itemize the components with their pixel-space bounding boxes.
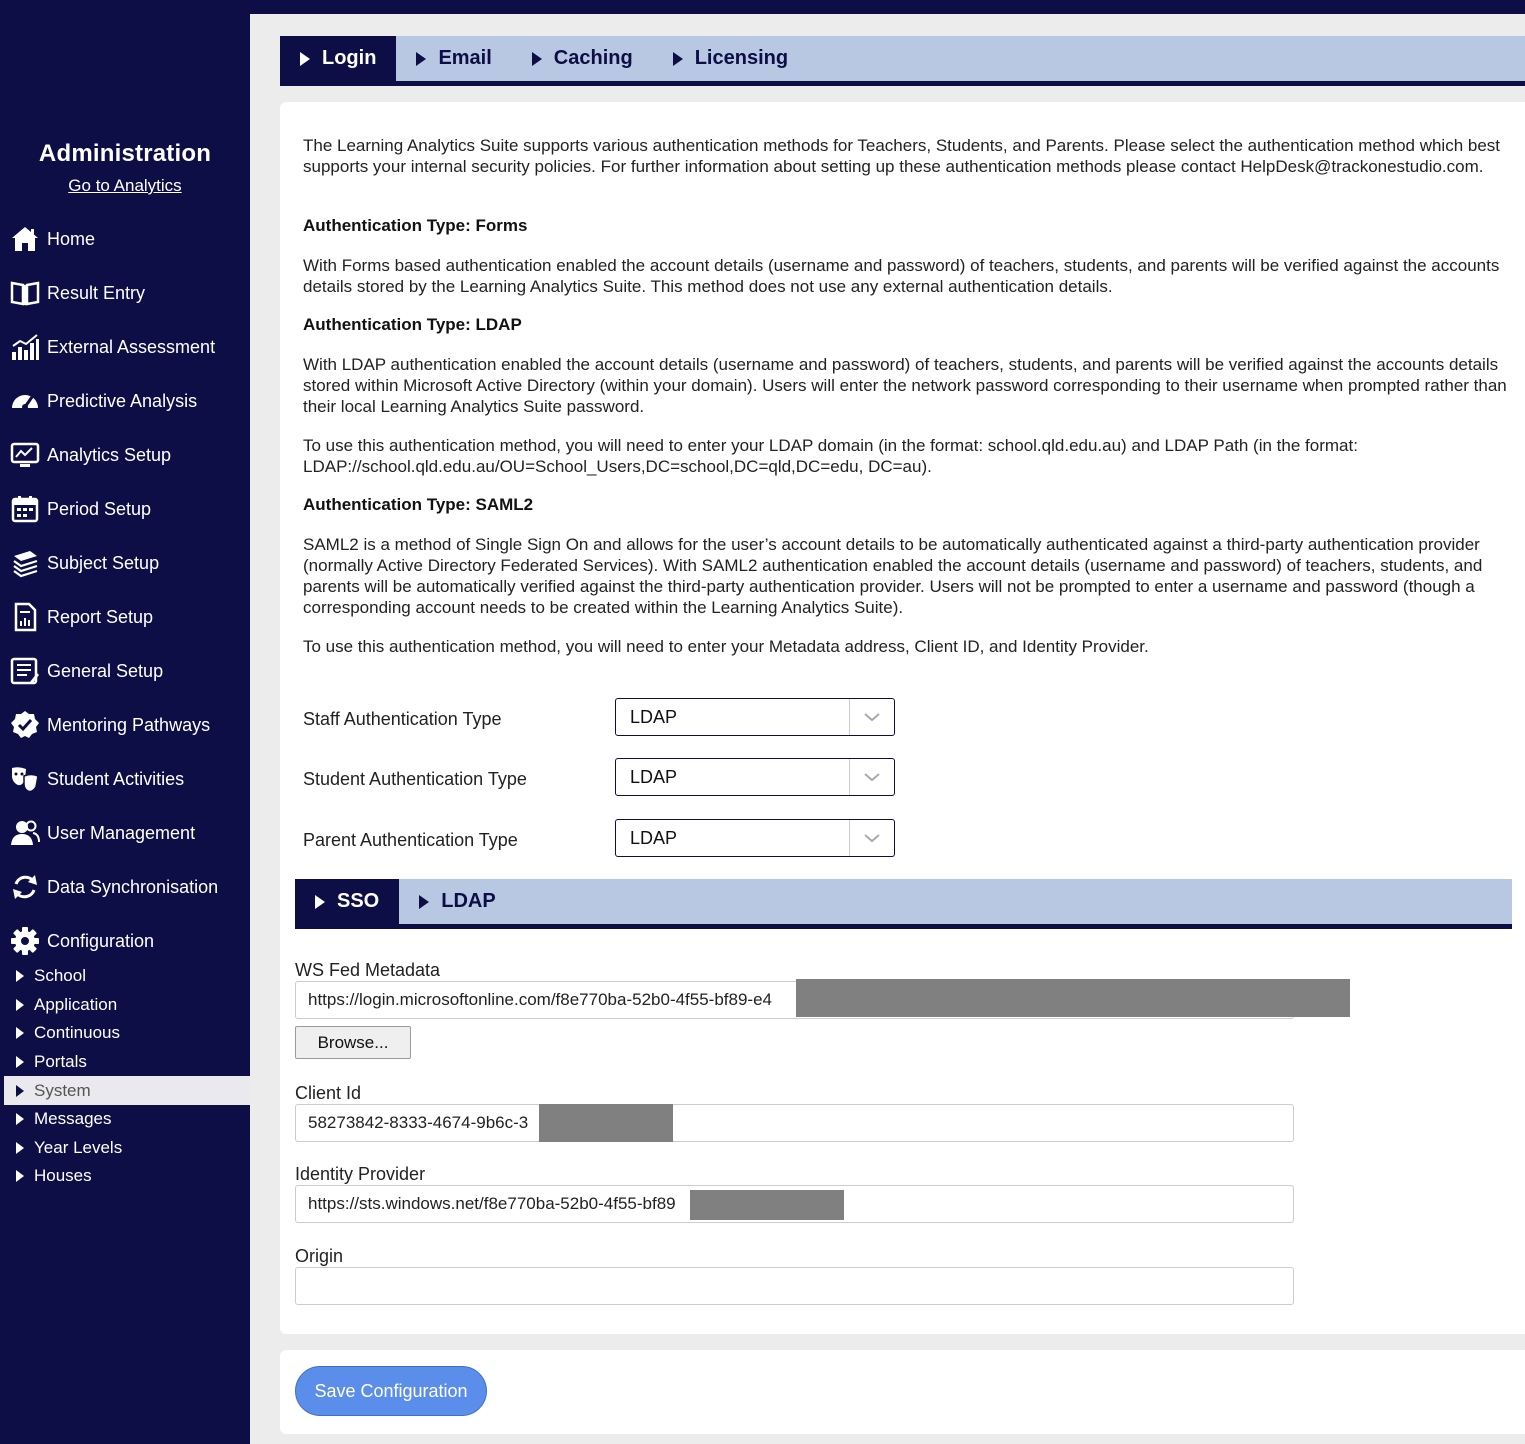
sidebar <box>0 0 250 1444</box>
sync-icon <box>10 872 40 902</box>
ldap-text: With LDAP authentication enabled the account details (username and password) of teachers, students, and parents will be verified against the accounts details stored within Microsoft Active Directory (within your domain). Users will enter the network password corresponding to their username when prompted rather than their local Learning Analytics Suite password. <box>303 355 1507 416</box>
submenu-item-year-levels[interactable] <box>4 1134 250 1163</box>
triangle-right-icon <box>300 52 310 66</box>
triangle-right-icon <box>16 1142 24 1154</box>
bar-chart-icon <box>10 332 40 362</box>
triangle-right-icon <box>16 1170 24 1182</box>
submenu-label: Houses <box>34 1166 92 1186</box>
triangle-right-icon <box>532 52 542 66</box>
sidebar-item-label: Result Entry <box>47 282 146 303</box>
sidebar-item-label: Home <box>47 228 96 249</box>
triangle-right-icon <box>416 52 426 66</box>
sidebar-item-label: General Setup <box>47 660 164 681</box>
sidebar-item-label: Configuration <box>47 930 155 951</box>
staff-auth-label: Staff Authentication Type <box>303 709 502 729</box>
ldap-heading: Authentication Type: LDAP <box>303 315 522 334</box>
submenu-label: Continuous <box>34 1023 121 1043</box>
book-icon <box>10 278 40 308</box>
identity-provider-label: Identity Provider <box>295 1164 426 1184</box>
badge-check-icon <box>10 710 40 740</box>
saml-text-2: To use this authentication method, you will need to enter your Metadata address, Client ID, and Identity Provider. <box>303 637 1149 656</box>
sidebar-item-subject-setup[interactable] <box>0 536 250 590</box>
tab-label: Login <box>322 47 377 69</box>
triangle-right-icon <box>419 895 429 909</box>
browse-button[interactable]: Browse... <box>295 1026 411 1059</box>
chevron-down-icon <box>849 759 894 795</box>
parent-auth-label: Parent Authentication Type <box>303 830 518 850</box>
sidebar-item-general-setup[interactable] <box>0 644 250 698</box>
go-to-analytics-link[interactable]: Go to Analytics <box>68 176 182 195</box>
origin-input[interactable] <box>295 1267 1294 1305</box>
tab-licensing[interactable] <box>653 36 808 81</box>
parent-auth-select[interactable] <box>615 819 895 857</box>
submenu-label: School <box>34 966 86 986</box>
forms-heading: Authentication Type: Forms <box>303 216 528 235</box>
forms-text: With Forms based authentication enabled the account details (username and password) of teachers, students, and parents will be verified against the accounts details stored by the Learning Analytics Suite. This method does not use any external authentication details. <box>303 256 1500 296</box>
client-id-input[interactable] <box>295 1104 1294 1142</box>
submenu-item-houses[interactable] <box>4 1162 250 1191</box>
triangle-right-icon <box>16 1085 24 1097</box>
save-configuration-button[interactable]: Save Configuration <box>295 1366 487 1416</box>
sidebar-item-label: External Assessment <box>47 336 216 357</box>
masks-icon <box>10 764 40 794</box>
redaction-block <box>690 1190 844 1220</box>
footer-panel <box>280 1350 1525 1434</box>
redaction-block <box>796 979 1350 1017</box>
books-icon <box>10 548 40 578</box>
tab-label: SSO <box>337 890 380 912</box>
select-value: LDAP <box>630 827 678 848</box>
sidebar-item-configuration[interactable] <box>0 914 250 968</box>
submenu-item-school[interactable] <box>4 962 250 991</box>
sidebar-item-result-entry[interactable] <box>0 266 250 320</box>
sidebar-item-data-synchronisation[interactable] <box>0 860 250 914</box>
submenu-item-portals[interactable] <box>4 1048 250 1077</box>
sidebar-item-label: Data Synchronisation <box>47 876 219 897</box>
submenu-item-messages[interactable] <box>4 1105 250 1134</box>
report-icon <box>10 602 40 632</box>
login-panel <box>280 102 1525 1334</box>
triangle-right-icon <box>16 970 24 982</box>
submenu-item-continuous[interactable] <box>4 1019 250 1048</box>
submenu-label: Application <box>34 994 118 1014</box>
input-value: https://sts.windows.net/f8e770ba-52b0-4f55-bf89 <box>308 1194 676 1213</box>
tab-label: Caching <box>553 47 633 69</box>
submenu-label: Portals <box>34 1052 87 1072</box>
submenu-label: Year Levels <box>34 1137 123 1157</box>
tab-caching[interactable] <box>512 36 653 81</box>
staff-auth-select[interactable] <box>615 698 895 736</box>
intro-text: The Learning Analytics Suite supports various authentication methods for Teachers, Students, and Parents. Please select the authentication method which best supports your internal security policies. For further information about setting up these authentication methods please contact HelpDesk@trackonestudio.com. <box>303 136 1501 176</box>
calendar-icon <box>10 494 40 524</box>
sidebar-item-predictive-analysis[interactable] <box>0 374 250 428</box>
configuration-submenu <box>4 962 250 1191</box>
sidebar-nav <box>0 212 250 968</box>
tab-label: LDAP <box>441 890 496 912</box>
submenu-item-application[interactable] <box>4 991 250 1020</box>
submenu-label: Messages <box>34 1109 112 1129</box>
sidebar-item-mentoring-pathways[interactable] <box>0 698 250 752</box>
auth-subtabs <box>295 879 1512 929</box>
main-content <box>250 14 1525 1444</box>
sidebar-item-label: Analytics Setup <box>47 444 172 465</box>
sidebar-item-label: Report Setup <box>47 606 154 627</box>
sidebar-brand <box>0 140 250 196</box>
tab-sso[interactable] <box>295 879 399 924</box>
chevron-down-icon <box>849 699 894 735</box>
triangle-right-icon <box>16 999 24 1011</box>
sidebar-item-label: Predictive Analysis <box>47 390 198 411</box>
submenu-label: System <box>34 1080 91 1100</box>
select-value: LDAP <box>630 706 678 727</box>
chevron-down-icon <box>849 820 894 856</box>
student-auth-label: Student Authentication Type <box>303 769 527 789</box>
main-tabs <box>280 36 1525 86</box>
sidebar-item-label: Subject Setup <box>47 552 160 573</box>
sidebar-item-analytics-setup[interactable] <box>0 428 250 482</box>
client-id-label: Client Id <box>295 1083 362 1103</box>
submenu-item-system[interactable] <box>4 1076 250 1105</box>
saml-heading: Authentication Type: SAML2 <box>303 495 534 514</box>
sidebar-item-label: Period Setup <box>47 498 152 519</box>
input-value: 58273842-8333-4674-9b6c-3 <box>308 1113 529 1132</box>
list-icon <box>10 656 40 686</box>
sidebar-title: Administration <box>38 140 212 167</box>
tab-label: Licensing <box>694 47 789 69</box>
sidebar-item-label: User Management <box>47 822 196 843</box>
tab-login[interactable] <box>280 36 396 81</box>
sidebar-item-label: Mentoring Pathways <box>47 714 211 735</box>
sidebar-item-user-management[interactable] <box>0 806 250 860</box>
sidebar-item-report-setup[interactable] <box>0 590 250 644</box>
sidebar-item-home[interactable] <box>0 212 250 266</box>
triangle-right-icon <box>16 1113 24 1125</box>
student-auth-select[interactable] <box>615 758 895 796</box>
sidebar-item-period-setup[interactable] <box>0 482 250 536</box>
redaction-block <box>539 1104 673 1142</box>
tab-ldap[interactable] <box>399 879 515 924</box>
triangle-right-icon <box>16 1056 24 1068</box>
sidebar-item-external-assessment[interactable] <box>0 320 250 374</box>
sidebar-item-student-activities[interactable] <box>0 752 250 806</box>
triangle-right-icon <box>673 52 683 66</box>
tab-label: Email <box>438 47 492 69</box>
input-value: https://login.microsoftonline.com/f8e770ba-52b0-4f55-bf89-e4 <box>308 990 773 1009</box>
sidebar-item-label: Student Activities <box>47 768 185 789</box>
ws-fed-metadata-label: WS Fed Metadata <box>295 960 441 980</box>
gauge-icon <box>10 386 40 416</box>
home-icon <box>10 224 40 254</box>
gear-icon <box>10 926 40 956</box>
triangle-right-icon <box>16 1027 24 1039</box>
tab-email[interactable] <box>396 36 511 81</box>
users-icon <box>10 818 40 848</box>
select-value: LDAP <box>630 766 678 787</box>
saml-text: SAML2 is a method of Single Sign On and allows for the user’s account details to be automatically authenticated against a third-party authentication provider (normally Active Directory Federated Services). With SAML2 authentication enabled the account details (username and password) of teachers, students, and parents will be automatically verified against the third-party authentication provider. Users will not be prompted to enter a username and password (though a corresponding account needs to be created within the Learning Analytics Suite). <box>303 535 1483 617</box>
triangle-right-icon <box>315 895 325 909</box>
origin-label: Origin <box>295 1246 344 1266</box>
ldap-text-2: To use this authentication method, you will need to enter your LDAP domain (in the format: school.qld.edu.au) and LDAP Path (in the format: LDAP://school.qld.edu.au/OU=School_Users,DC=school,DC=qld,DC=edu, DC=au). <box>303 436 1358 476</box>
monitor-chart-icon <box>10 440 40 470</box>
